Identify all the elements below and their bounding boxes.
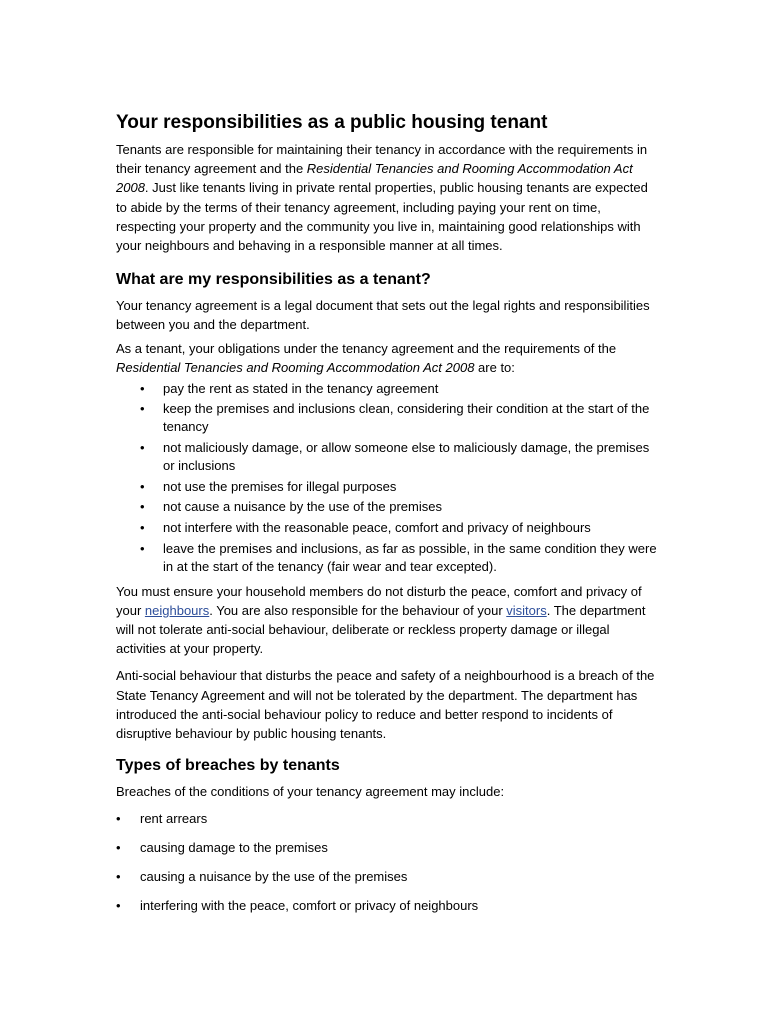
- list-item: • not use the premises for illegal purposes: [116, 478, 661, 496]
- visitors-link[interactable]: visitors: [506, 602, 547, 618]
- obligations-intro-text-2: are to:: [474, 360, 515, 375]
- section-heading-breaches: Types of breaches by tenants: [116, 757, 340, 775]
- neighbours-link[interactable]: neighbours: [144, 602, 210, 618]
- list-item: • causing damage to the premises: [116, 839, 661, 857]
- list-item: • pay the rent as stated in the tenancy agreement: [116, 380, 661, 398]
- tenancy-agreement-paragraph: Your tenancy agreement is a legal document that sets out the legal rights and responsibilities between you and the department.: [116, 298, 650, 332]
- obligations-act-name: Residential Tenancies and Rooming Accommodation Act 2008: [116, 360, 475, 375]
- list-item: • interfering with the peace, comfort or privacy of neighbours: [116, 897, 661, 915]
- list-item: • causing a nuisance by the use of the premises: [116, 868, 661, 886]
- list-item: • keep the premises and inclusions clean, considering their condition at the start of the tenancy: [116, 400, 661, 436]
- intro-text-1: Tenants are responsible for maintaining their tenancy in accordance with the requirements in their tenancy agreement and the: [116, 142, 648, 177]
- intro-act-name: Residential Tenancies and Rooming Accommodation Act 2008: [116, 161, 633, 196]
- breaches-intro-paragraph: Breaches of the conditions of your tenancy agreement may include:: [116, 784, 505, 800]
- obligations-intro-paragraph: [116, 340, 661, 377]
- obligations-intro-text-1: As a tenant, your obligations under the tenancy agreement and the requirements of the: [116, 341, 617, 357]
- document-body: [116, 110, 661, 926]
- list-item: • leave the premises and inclusions, as far as possible, in the same condition they were in at the start of the tenancy (fair wear and tear excepted).: [116, 540, 661, 576]
- list-item: • not interfere with the reasonable peace, comfort and privacy of neighbours: [116, 519, 661, 537]
- household-text-2: . You are also responsible for the behaviour of your: [209, 602, 507, 618]
- household-members-paragraph: [116, 582, 661, 659]
- household-text-1: You must ensure your household members do not disturb the peace, comfort and privacy of your: [116, 583, 642, 618]
- obligations-list: [116, 380, 661, 576]
- intro-text-2: . Just like tenants living in private rental properties, public housing tenants are expected to abide by the terms of their tenancy agreement, including paying your rent on time, respecting your property and the community you live in, maintaining good relationships with your neighbours and behaving in a responsible manner at all times.: [116, 180, 648, 254]
- page-title: Your responsibilities as a public housing tenant: [116, 112, 548, 133]
- list-item: • not maliciously damage, or allow someone else to maliciously damage, the premises or inclusions: [116, 439, 661, 475]
- breaches-list: [116, 810, 661, 915]
- intro-paragraph: [116, 140, 661, 255]
- anti-social-behaviour-paragraph: Anti-social behaviour that disturbs the peace and safety of a neighbourhood is a breach of the State Tenancy Agreement and will not be tolerated by the department. The department has introduced the anti-social behaviour policy to reduce and better respond to incidents of disruptive behaviour by public housing tenants.: [116, 668, 655, 741]
- list-item: • not cause a nuisance by the use of the premises: [116, 498, 661, 516]
- section-heading-responsibilities: What are my responsibilities as a tenant?: [116, 271, 431, 289]
- list-item: • rent arrears: [116, 810, 661, 828]
- household-text-3: . The department will not tolerate anti-social behaviour, deliberate or reckless property damage or illegal activities at your property.: [116, 602, 646, 657]
